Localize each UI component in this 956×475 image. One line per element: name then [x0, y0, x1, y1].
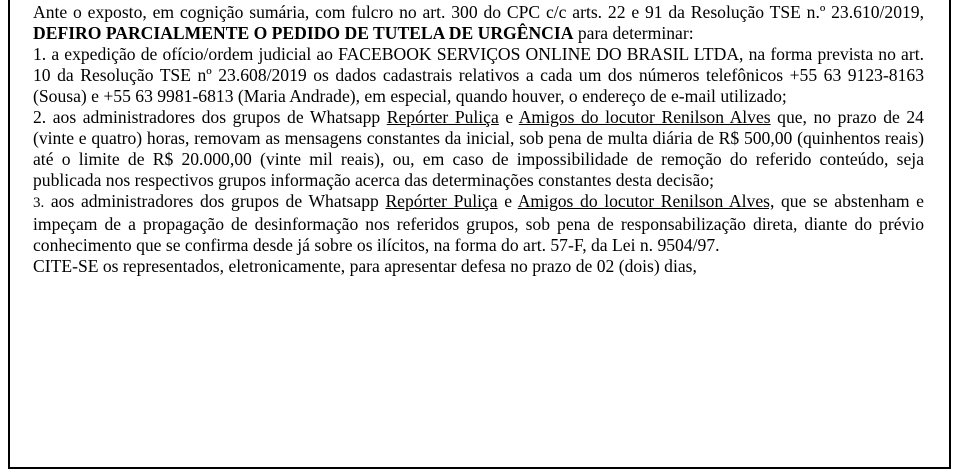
group-name-amigos-locutor: Amigos do locutor Renilson Alves: [518, 107, 771, 127]
intro-text: Ante o exposto, em cognição sumária, com fulcro no art. 300 do CPC c/c arts. 22 e 91 da Resolução TSE n.º 23.610/2019,: [33, 2, 924, 22]
item-3-number: 3.: [33, 195, 45, 211]
group-name-amigos-locutor: Amigos do locutor Renilson Alves,: [517, 191, 775, 211]
item-3: [33, 191, 924, 256]
item-2: [33, 107, 924, 191]
intro-decision: DEFIRO PARCIALMENTE O PEDIDO DE TUTELA DE URGÊNCIA: [33, 23, 574, 43]
item-1: 1. a expedição de ofício/ordem judicial ao FACEBOOK SERVIÇOS ONLINE DO BRASIL LTDA, na forma prevista no art. 10 da Resolução TSE nº 23.608/2019 os dados cadastrais relativos a cada um dos números telefônicos +55 63 9123-8163 (Sousa) e +55 63 9981-6813 (Maria Andrade), em especial, quando houver, o endereço de e-mail utilizado;: [33, 44, 924, 106]
document-body: [33, 2, 924, 277]
group-name-reporter-pulica: Repórter Puliça: [386, 107, 499, 127]
item-3-prefix: aos administradores dos grupos de Whatsapp: [44, 191, 386, 211]
item-2-suffix: que, no prazo de 24 (vinte e quatro) horas, removam as mensagens constantes da inicial, sob pena de multa diária de R$ 500,00 (quinhentos reais) até o limite de R$ 20.000,00 (vinte mil reais), ou, em caso de impossibilidade de remoção do referido conteúdo, seja publicada nos respectivos grupos informação acerca das determinações constantes desta decisão;: [33, 107, 924, 190]
item-3-suffix: que se abstenham e impeçam de a propagação de desinformação nos referidos grupos, sob pena de responsabilização direta, diante do prévio conhecimento que se confirma desde já sobre os ilícitos, na forma do art. 57-F, da Lei n. 9504/97.: [33, 191, 924, 255]
item-3-mid: e: [497, 191, 518, 211]
intro-tail: para determinar:: [573, 23, 694, 43]
intro-paragraph: [33, 2, 924, 44]
group-name-reporter-pulica: Repórter Puliça: [385, 191, 498, 211]
closing-paragraph: CITE-SE os representados, eletronicamente, para apresentar defesa no prazo de 02 (dois) dias,: [33, 256, 697, 276]
item-2-mid: e: [498, 107, 519, 127]
item-2-prefix: 2. aos administradores dos grupos de Whatsapp: [33, 107, 387, 127]
